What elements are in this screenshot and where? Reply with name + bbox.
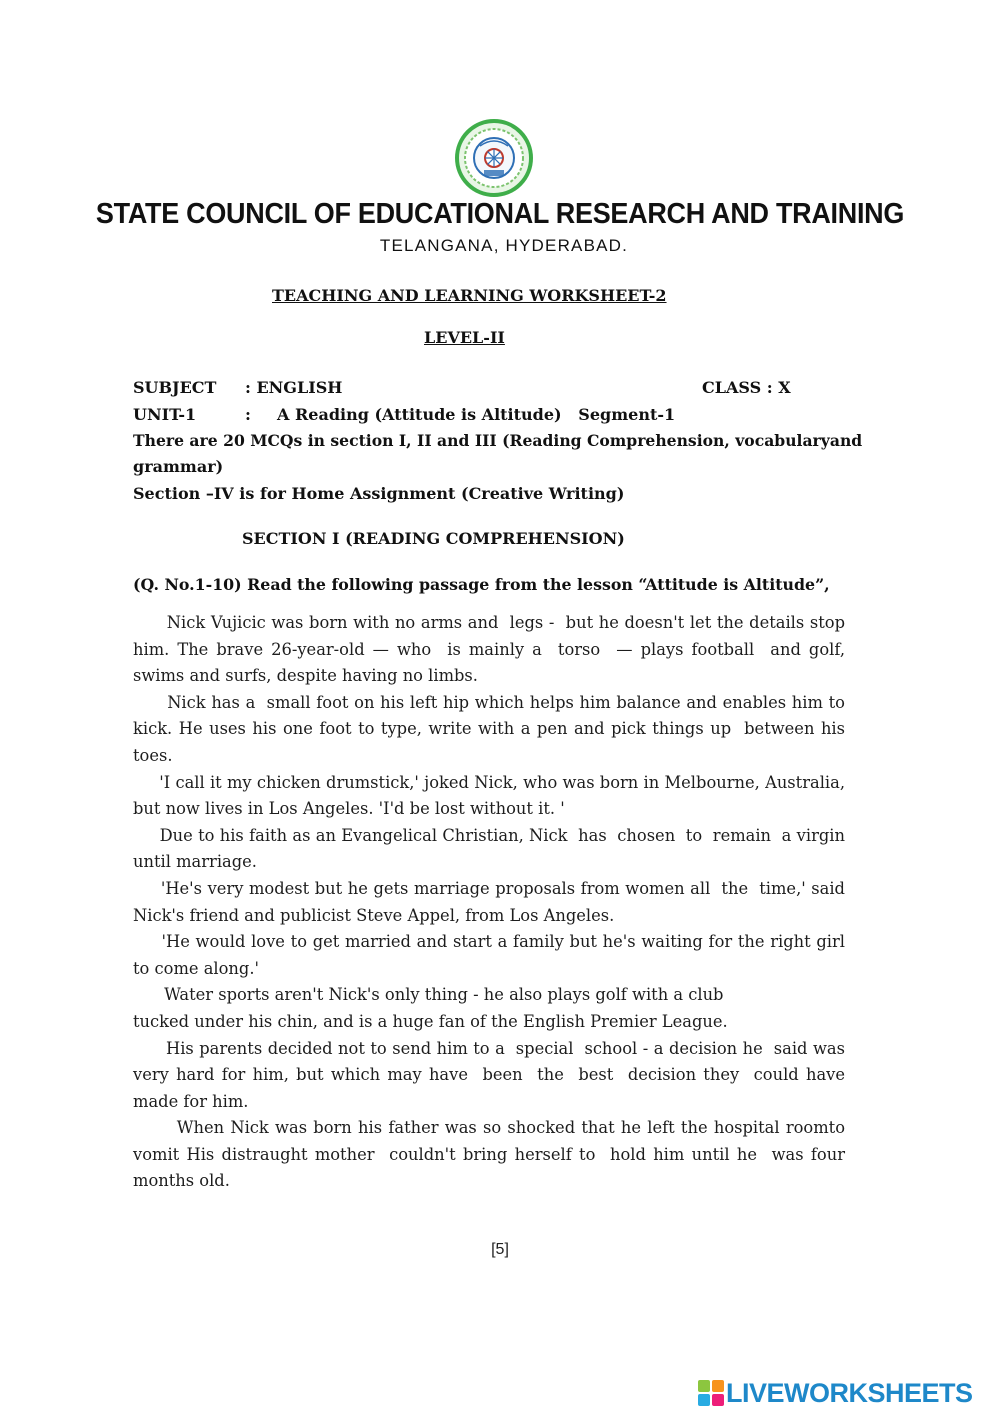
level-title: LEVEL-II [424, 328, 505, 347]
passage-paragraph: 'He's very modest but he gets marriage proposals from women all the time,' said Nick's friend and publicist Steve Appel, from Los Angeles. [133, 878, 851, 925]
scert-emblem-icon [454, 118, 534, 198]
passage-paragraph: When Nick was born his father was so shocked that he left the hospital roomto vomit His distraught mother couldn't bring herself to hold him until he was four months old. [133, 1118, 851, 1191]
passage-paragraph: Nick Vujicic was born with no arms and legs - but he doesn't let the details stop him. The brave 26-year-old — who is mainly a torso — plays football and golf, swims and surfs, despite having no limbs. [133, 613, 851, 686]
liveworksheets-logo-icon [698, 1380, 724, 1406]
passage-instruction: (Q. No.1-10) Read the following passage from the lesson “Attitude is Altitude”, [133, 575, 830, 594]
passage-paragraph: Water sports aren't Nick's only thing - he also plays golf with a club [133, 985, 724, 1005]
unit-colon: : [245, 405, 251, 424]
passage-paragraph: 'I call it my chicken drumstick,' joked Nick, who was born in Melbourne, Australia, but now lives in Los Angeles. 'I'd be lost without it. ' [133, 772, 851, 819]
watermark-text: LIVEWORKSHEETS [726, 1378, 973, 1408]
class-label: CLASS : X [702, 378, 791, 397]
passage-paragraph: Due to his faith as an Evangelical Christian, Nick has chosen to remain a virgin until marriage. [133, 825, 851, 872]
subject-value: : ENGLISH [245, 378, 343, 397]
organization-location: TELANGANA, HYDERABAD. [379, 236, 629, 255]
page-number: [5] [491, 1241, 509, 1258]
mcq-info-line-2: grammar) [133, 457, 224, 476]
liveworksheets-watermark[interactable] [698, 1378, 973, 1408]
mcq-info-line-1: There are 20 MCQs in section I, II and III (Reading Comprehension, vocabularyand [133, 431, 863, 450]
worksheet-title: TEACHING AND LEARNING WORKSHEET-2 [272, 286, 667, 305]
passage-paragraph: His parents decided not to send him to a special school - a decision he said was very hard for him, but which may have been the best decision they could have made for him. [133, 1038, 851, 1111]
subject-label: SUBJECT [133, 378, 217, 397]
unit-label: UNIT-1 [133, 405, 197, 424]
section-iv-info: Section –IV is for Home Assignment (Creative Writing) [133, 484, 625, 503]
passage-paragraph: 'He would love to get married and start a family but he's waiting for the right girl to come along.' [133, 932, 851, 978]
passage-paragraph: tucked under his chin, and is a huge fan of the English Premier League. [133, 1011, 728, 1031]
section-title: SECTION I (READING COMPREHENSION) [242, 529, 625, 548]
passage-paragraph: Nick has a small foot on his left hip which helps him balance and enables him to kick. He uses his one foot to type, write with a pen and pick things up between his toes. [133, 692, 851, 765]
organization-title: STATE COUNCIL OF EDUCATIONAL RESEARCH AND TRAINING [95, 198, 905, 230]
unit-value: A Reading (Attitude is Altitude) Segment-1 [277, 405, 676, 424]
reading-passage [133, 610, 851, 1195]
